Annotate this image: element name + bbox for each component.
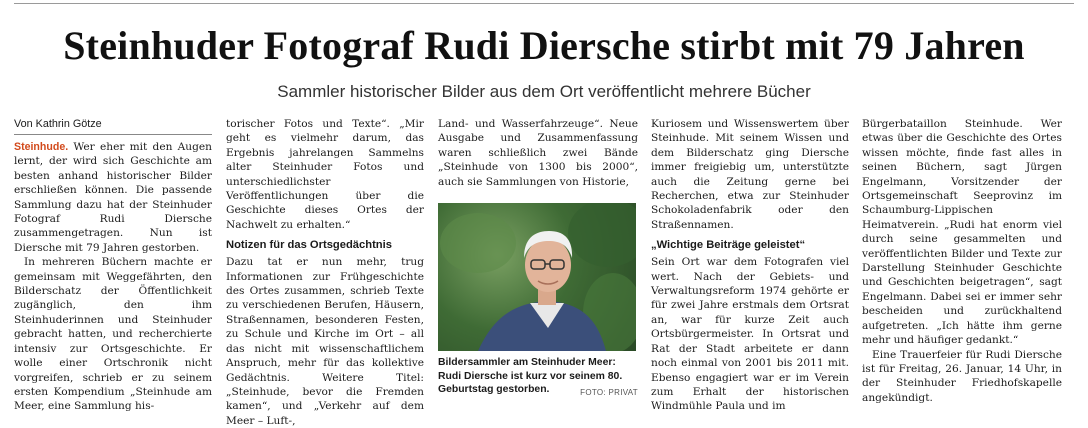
paragraph: [14, 140, 212, 255]
photo-credit: FOTO: PRIVAT: [580, 388, 638, 398]
column-2: [226, 117, 424, 428]
photo-caption: [438, 356, 638, 397]
author-byline: Von Kathrin Götze: [14, 117, 212, 135]
paragraph: Land- und Wasserfahrzeuge“. Neue Ausgabe und Zusammenfassung waren schließlich zwei Bände „Steinhude von 1300 bis 2000“, auch sie Sammlungen von Historie,: [438, 118, 638, 188]
paragraph: Bürgerbataillon Steinhude. Wer etwas über die Geschichte des Ortes wissen möchte, finde fast alles in seinen Büchern, sagt Jürgen Engelmann, Vorsitzender der Ortsgemeinschaft Seeprovinz im Schaumburg-Lippischen Heimatverein. „Rudi hat enorm viel durch seine gesammelten und veröffentlichten Bilder und Texte zur Darstellung Steinhuder Geschichte und Geschichten beigetragen“, sagt Engelmann. Dabei sei er immer sehr bescheiden und zurückhaltend aufgetreten. „Ich hätte ihm gerne mehr und häufiger gedankt.“: [862, 118, 1062, 347]
portrait-photo: [438, 203, 636, 351]
paragraph: torischer Fotos und Texte“. „Mir geht es vielmehr darum, das Ergebnis jahrelangen Sammelns alter Steinhuder Fotos und unterschiedlichster Veröffentlichungen über die Geschichte dieses Ortes der Nachwelt zu erhalten.“: [226, 118, 424, 231]
column-1: [14, 117, 212, 414]
paragraph: Kuriosem und Wissenswertem über Steinhude. Mit seinem Wissen und dem Bilderschatz ging Diersche immer freigiebig um, unterstützte auch die Zeitung gerne bei Recherchen, etwa zur Steinhuder Schokoladenfabrik oder den Straßennamen.: [651, 118, 849, 231]
paragraph: Dazu tat er nun mehr, trug Informationen zur Frühgeschichte des Ortes zusammen, schrieb Texte zu verschiedenen Berufen, Häusern, Straßennamen, besonderen Festen, zu Schule und Kirche im Ort – all das nicht mit wissenschaftlichem Anspruch, mehr für das kollektive Gedächtnis. Weitere Titel: „Steinhude, bevor die Fremden kamen“, und „Verkehr auf dem Meer – Luft-,: [226, 256, 424, 427]
portrait-illustration: [438, 203, 636, 351]
paragraph: In mehreren Büchern machte er gemeinsam mit Weggefährten, den Bilderschatz der Öffentlichkeit zugänglich, den ihm Steinhuderinnen und Steinhuder gebracht hatten, und recherchierte intensiv zur Ortsgeschichte. Er wolle einer Ortschronik nicht vorgreifen, schrieb er zu seinem ersten Kompendium „Steinhude am Meer, eine Sammlung his-: [14, 256, 212, 413]
section-subhead: Notizen für das Ortsgedächtnis: [226, 239, 392, 252]
column-3: [438, 117, 638, 400]
caption-text: Bildersammler am Steinhuder Meer: Rudi Diersche ist kurz vor seinem 80. Geburtstag gestorben.: [438, 357, 623, 396]
paragraph-text: Wer eher mit den Augen lernt, der wird sich Geschichte am besten anhand historischer Bilder erschließen können. Die passende Sammlung dazu hat der Steinhuder Fotograf Rudi Diersche zusammengetragen. Nun ist Diersche mit 79 Jahren gestorben.: [14, 141, 212, 254]
paragraph: Eine Trauerfeier für Rudi Diersche ist für Freitag, 26. Januar, 14 Uhr, in der Steinhuder Friedhofskapelle angekündigt.: [862, 348, 1062, 404]
dateline: Steinhude.: [14, 141, 69, 153]
top-rule: [14, 3, 1074, 4]
subheadline: Sammler historischer Bilder aus dem Ort veröffentlicht mehrere Bücher: [277, 82, 811, 101]
column-4: [651, 117, 849, 414]
paragraph: Sein Ort war dem Fotografen viel wert. Nach der Gebiets- und Verwaltungsreform 1974 gehörte er für zwei Jahre erstmals dem Ortsrat an, war für kurze Zeit auch Ortsbürgermeister. In Ortsrat und Rat der Stadt arbeitete er dann noch einmal von 2001 bis 2011 mit. Ebenso engagiert war er im Verein zum Erhalt der historischen Windmühle Paula und im: [651, 256, 849, 413]
column-5: [862, 117, 1062, 405]
section-subhead: „Wichtige Beiträge geleistet“: [651, 239, 806, 252]
headline: Steinhuder Fotograf Rudi Diersche stirbt mit 79 Jahren: [63, 23, 1025, 68]
